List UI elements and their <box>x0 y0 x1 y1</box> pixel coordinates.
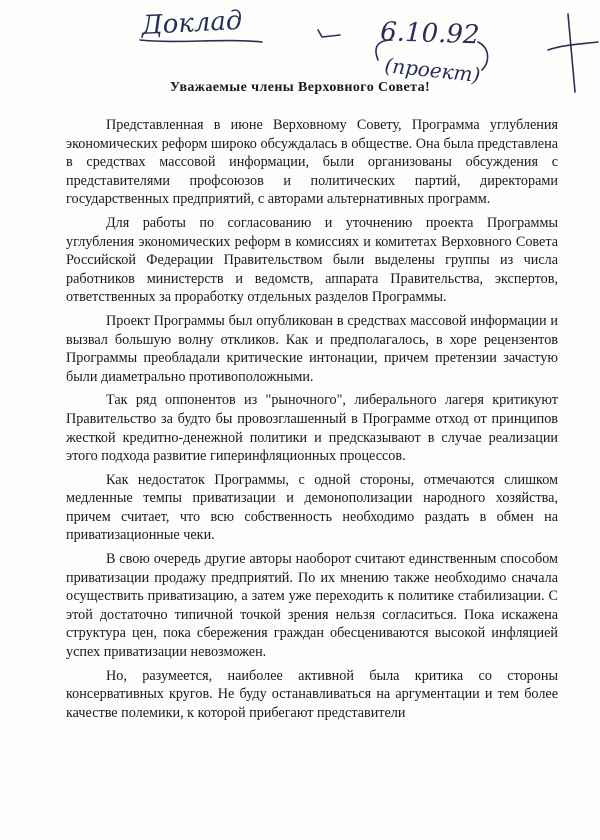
handwritten-dash <box>318 30 340 37</box>
paragraph: Так ряд оппонентов из "рыночного", либерального лагеря критикуют Правительство за будто бы провозглашенный в Программе отход от принципов жесткой кредитно-денежной политики и предсказывают в случае реализации этого подхода развитие гиперинфляционных процессов. <box>66 392 558 465</box>
paragraph: Как недостаток Программы, с одной стороны, отмечаются слишком медленные темпы приватизации и демонополизации народного хозяйства, причем считает, что всю собственность необходимо раздать в обмен на приватизационные чеки. <box>66 471 558 544</box>
paragraph: Проект Программы был опубликован в средствах массовой информации и вызвал большую волну откликов. Как и предполагалось, в хоре рецензентов Программы преобладали критические интонации, причем претензии зачастую были диаметрально противоположными. <box>66 312 558 385</box>
document-body <box>66 116 558 727</box>
paragraph: Для работы по согласованию и уточнению проекта Программы углубления экономических реформ в комиссиях и комитетах Верховного Совета Российской Федерации Правительством были выделены группы из числа работников министерств и ведомств, аппарата Правительства, экспертов, ответственных за проработку отдельных разделов Программы. <box>66 214 558 306</box>
paragraph: Но, разумеется, наиболее активной была критика со стороны консервативных кругов. Не буду останавливаться на аргументации и тем более качестве полемики, к которой прибегают представители <box>66 667 558 721</box>
document-title: Уважаемые члены Верховного Совета! <box>169 80 431 95</box>
paragraph: Представленная в июне Верховному Совету, Программа углубления экономических реформ широко обсуждалась в обществе. Она была представлена в средствах массовой информации, были организованы обсуждения с представителями профсоюзов и политических партий, директорами государственных предприятий, с авторами альтернативных программ. <box>66 117 558 208</box>
handwritten-underline <box>140 40 262 42</box>
paragraph: В свою очередь другие авторы наоборот считают единственным способом приватизации продажу предприятий. По их мнению также необходимо сначала осуществить приватизацию, а затем уже переходить к политике стабилизации. С этой достаточно типичной точкой зрения нельзя согласиться. Пока искажена структура цен, пока сбережения граждан обесцениваются высокой инфляцией успех приватизации невозможен. <box>66 551 558 661</box>
handwritten-date: 6.10.92 <box>379 17 480 51</box>
handwritten-word: Доклад <box>140 5 244 41</box>
handwritten-status: (проект) <box>383 53 482 88</box>
